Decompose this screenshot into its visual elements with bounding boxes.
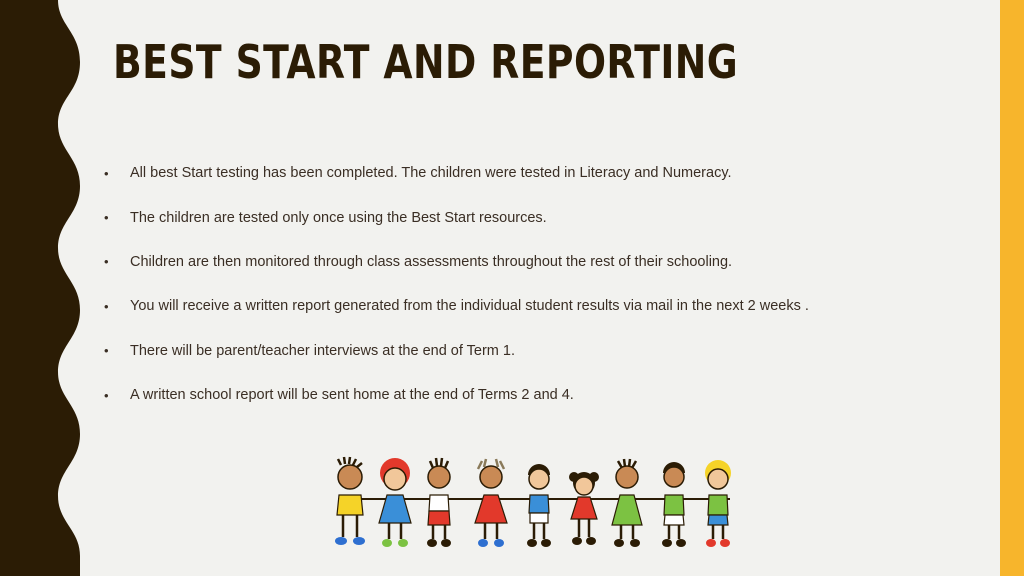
bullet-text: A written school report will be sent home at the end of Terms 2 and 4. — [130, 387, 574, 404]
child-figure-2 — [379, 458, 411, 547]
bullet-item — [104, 151, 984, 195]
child-figure-6 — [569, 472, 599, 545]
child-figure-4 — [475, 459, 507, 547]
bullet-item — [104, 195, 984, 239]
slide-title: BEST START AND REPORTING — [113, 35, 739, 89]
bullet-item — [104, 329, 984, 373]
bullet-item — [104, 284, 984, 328]
bullet-text: Children are then monitored through class assessments throughout the rest of their schooling. — [130, 253, 733, 270]
scalloped-left-border — [0, 0, 80, 576]
bullet-dot: • — [104, 298, 109, 314]
bullet-text: The children are tested only once using the Best Start resources. — [130, 209, 547, 226]
bullet-dot: • — [104, 343, 109, 359]
child-figure-7 — [612, 459, 642, 547]
bullet-dot: • — [104, 210, 109, 226]
bullet-dot: • — [104, 165, 109, 181]
bullet-dot: • — [104, 387, 109, 403]
bullet-dot: • — [104, 254, 109, 270]
bullet-text: There will be parent/teacher interviews at the end of Term 1. — [130, 342, 515, 359]
right-accent-stripe — [1000, 0, 1024, 576]
bullet-item — [104, 373, 984, 417]
child-figure-9 — [705, 460, 731, 547]
bullet-text: You will receive a written report generated from the individual student results via mail in the next 2 weeks . — [130, 298, 809, 315]
child-figure-1 — [335, 457, 365, 545]
bullet-list — [104, 151, 984, 417]
bullet-item — [104, 240, 984, 284]
bullet-text: All best Start testing has been completed. The children were tested in Literacy and Numeracy. — [130, 165, 732, 182]
children-holding-hands-icon — [320, 455, 745, 560]
child-figure-5 — [527, 464, 551, 547]
child-figure-8 — [662, 462, 686, 547]
child-figure-3 — [427, 458, 451, 547]
